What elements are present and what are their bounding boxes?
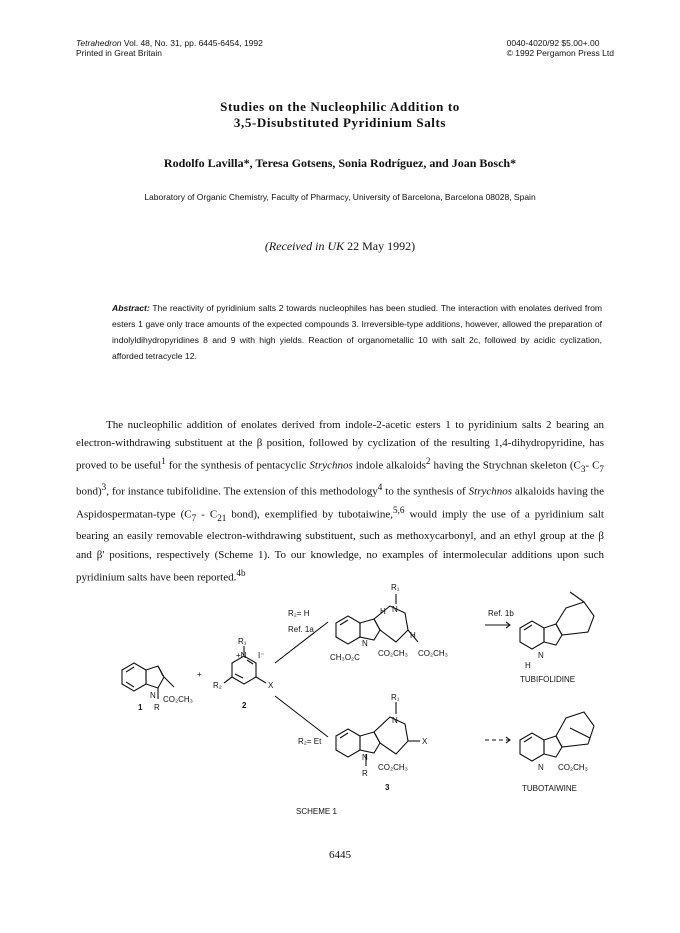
label-r1-top: R₁ (391, 583, 400, 592)
issn-price: 0040-4020/92 $5.00+.00 (506, 38, 600, 48)
label-iodide: I⁻ (258, 651, 265, 660)
text-run: would imply the use of a pyridinium salt bearing an easily removable electron-withdrawing substituent, such as methoxycarbonyl, and an ethyl group at the β and β' positions, respectively (Scheme 1). To our knowledge, no examples of intermolecular additions upon such pyridinium salts have been reported. (76, 508, 604, 584)
label-r-bottom: R (362, 769, 368, 778)
ref-marker[interactable]: 1 (161, 456, 166, 467)
compound-2-label: 2 (242, 701, 247, 710)
condition-ref-1b: Ref. 1b (488, 609, 514, 618)
journal-header (76, 38, 263, 58)
ref-marker[interactable]: 2 (425, 456, 431, 467)
abstract (112, 300, 602, 364)
body-text (76, 416, 604, 587)
text-run: , for instance tubifolidine. The extension of this methodology (106, 486, 378, 499)
label-r1: R₁ (238, 637, 247, 646)
printed-line: Printed in Great Britain (76, 48, 162, 58)
text-run: for the synthesis of pentacyclic (165, 460, 310, 473)
abstract-text: The reactivity of pyridinium salts 2 towards nucleophiles has been studied. The interaction with enolates derived from esters 1 gave only trace amounts of the expected compounds 3. Irreversible-type additions, however, allowed the preparation of indolyldihydropyridines 8 and 9 with high yields. Reaction of organometallic 10 with salt 2c, followed by acidic cyclization, afforded tetracycle 12. (112, 303, 603, 361)
paragraph-1 (76, 416, 604, 587)
label-x-bottom: X (422, 737, 428, 746)
plus-sign: + (197, 670, 202, 679)
received-prefix: (Received in UK (264, 239, 345, 253)
label-h-tubifolidine: H (525, 661, 531, 670)
affiliation: Laboratory of Organic Chemistry, Faculty of Pharmacy, University of Barcelona, Barcelona 08028, Spain (144, 192, 536, 202)
scheme-caption: SCHEME 1 (296, 807, 337, 816)
text-run: having the Strychnan skeleton (C (430, 460, 581, 473)
ref-marker[interactable]: 3 (101, 482, 107, 493)
label-h-top-2: H (410, 631, 416, 640)
citation: Vol. 48, No. 31, pp. 6445-6454, 1992 (123, 38, 263, 48)
label-n-indole-bottom: N (362, 753, 368, 762)
text-run: to the synthesis of (382, 486, 469, 499)
text-run: The nucleophilic addition of enolates derived from indole-2-acetic esters 1 to pyridinium salts 2 bearing an electron-withdrawing substituent at the β position, followed by cyclization of the resulting 1,4-dihydropyridine, has proved to be useful (76, 419, 604, 473)
label-n-plus: +N (236, 651, 247, 660)
label-ch3o2c: CH₃O₂C (330, 653, 360, 662)
label-r2: R₂ (213, 681, 222, 690)
subscript: 3 (580, 464, 586, 475)
text-run: bond), exemplified by tubotaiwine, (226, 508, 393, 521)
copyright: © 1992 Pergamon Press Ltd (506, 48, 614, 58)
label-x: X (268, 681, 274, 690)
compound-1-label: 1 (138, 703, 143, 712)
ref-marker[interactable]: 4b (236, 567, 246, 578)
genus-name: Strychnos (309, 460, 353, 473)
page-number: 6445 (329, 849, 351, 861)
label-h-top: H (380, 607, 386, 616)
compound-3-label: 3 (385, 783, 390, 792)
scheme-1 (100, 578, 600, 818)
tubifolidine-label: TUBIFOLIDINE (520, 675, 576, 684)
label-r1-bottom: R₁ (391, 693, 400, 702)
condition-ref-1a: Ref. 1a (288, 625, 314, 634)
abstract-label: Abstract: (112, 303, 150, 313)
label-ester-1: CO₂CH₃ (163, 695, 193, 704)
label-r: R (154, 703, 160, 712)
received-day: 22 May 1992) (347, 239, 416, 253)
title-line-1: Studies on the Nucleophilic Addition to (220, 99, 460, 114)
label-ester-top: CO₂CH₃ (378, 649, 408, 658)
journal-name: Tetrahedron (76, 38, 122, 48)
subscript: 7 (599, 464, 604, 475)
reaction-scheme-figure (100, 578, 600, 818)
tubotaiwine-label: TUBOTAIWINE (522, 784, 577, 793)
subscript: 7 (191, 513, 197, 524)
text-run: bond) (76, 486, 102, 499)
text-run: indole alkaloids (352, 460, 426, 473)
title-line-2: 3,5-Disubstituted Pyridinium Salts (233, 115, 447, 130)
label-n-tubifolidine: N (538, 651, 544, 660)
label-ester-tubotaiwine: CO₂CH₃ (558, 763, 588, 772)
label-n-tubotaiwine: N (538, 763, 544, 772)
label-ester-bottom: CO₂CH₃ (378, 763, 408, 772)
received-date (0, 239, 680, 254)
authors: Rodolfo Lavilla*, Teresa Gotsens, Sonia Rodríguez, and Joan Bosch* (163, 156, 517, 170)
label-n-indole-top: N (362, 639, 368, 648)
condition-r2-et: R₂= Et (298, 737, 322, 746)
label-nitrogen: N (150, 691, 156, 700)
ref-marker[interactable]: 4 (377, 482, 383, 493)
genus-name: Strychnos (468, 486, 513, 499)
label-n-bottom: N (392, 716, 398, 725)
label-ester-top-2: CO₂CH₃ (418, 649, 448, 658)
text-run: - C (196, 508, 218, 521)
label-n-top: N (392, 605, 398, 614)
text-run: - C (585, 460, 600, 473)
text-run: alkaloids having the Aspidospermatan-type (C (76, 486, 604, 521)
condition-r2-h: R₂= H (288, 609, 310, 618)
ref-marker[interactable]: 5,6 (393, 505, 405, 516)
publisher-header (507, 38, 614, 58)
subscript: 21 (217, 513, 227, 524)
paper-title (0, 99, 680, 131)
